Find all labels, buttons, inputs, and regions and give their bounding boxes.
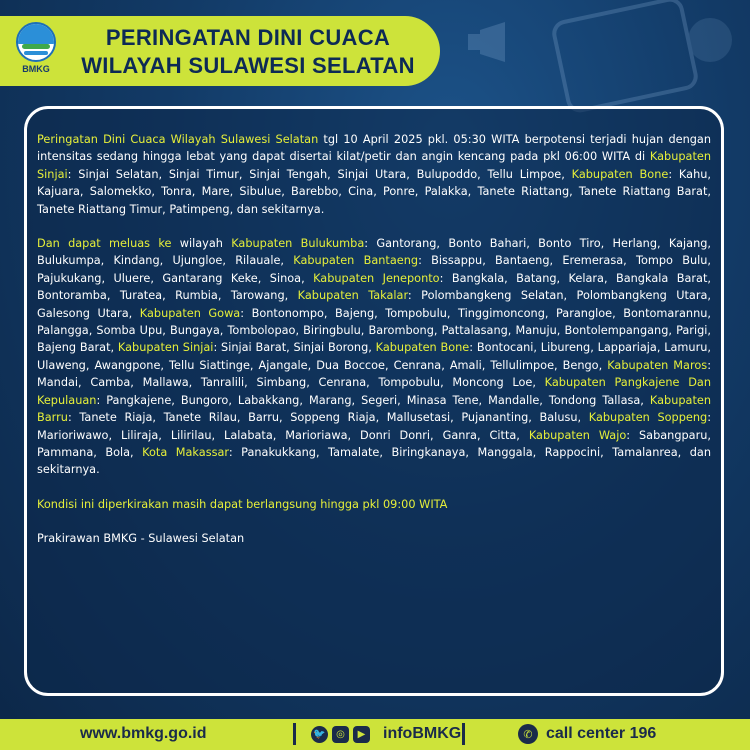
youtube-icon[interactable]: ▶ <box>353 726 370 743</box>
region-highlight: Kabupaten Bone <box>571 167 669 181</box>
region-highlight: Kabupaten Soppeng <box>588 411 708 425</box>
bulletin-text: : Polombangkeng Selatan, Polombangkeng Utara, Galesong Utara, <box>37 289 711 320</box>
footer-bar <box>0 719 750 750</box>
region-highlight: Kabupaten Bantaeng <box>293 254 419 268</box>
footer-divider <box>462 723 465 745</box>
region-highlight: Kabupaten Takalar <box>297 289 408 303</box>
social-handle[interactable]: infoBMKG <box>383 725 462 742</box>
title-line-2: WILAYAH SULAWESI SELATAN <box>81 53 415 78</box>
bulletin-text: : Marioriwawo, Liliraja, Lilirilau, Lalabata, Marioriawa, Donri Donri, Ganra, Citta, <box>37 411 711 442</box>
bulletin-text: : Bissappu, Bantaeng, Eremerasa, Tompo Bulu, Pajukukang, Uluere, Gantarang Keke, Sinoa, <box>37 254 711 285</box>
bmkg-emblem-icon <box>16 22 56 62</box>
bulletin-text: : Panakukkang, Tamalate, Biringkanaya, Manggala, Rappocini, Tamalanrea, dan sekitarnya. <box>37 445 711 477</box>
region-highlight: Kota Makassar <box>142 445 229 459</box>
bulletin-text: : Sinjai Selatan, Sinjai Timur, Sinjai Tengah, Sinjai Utara, Bulupoddo, Tellu Limpoe, <box>67 167 572 181</box>
call-center[interactable]: call center 196 <box>546 725 657 742</box>
region-highlight: Kabupaten Maros <box>607 358 708 372</box>
title-line-1: PERINGATAN DINI CUACA <box>105 25 391 50</box>
region-highlight: Kabupaten Pangkajene Dan Kepulauan <box>37 376 711 407</box>
bulletin-text: : Bontocani, Libureng, Lappariaja, Lamuru, Ulaweng, Awangpone, Tellu Siattinge, Ajangale, Dua Boccoe, Cenrana, Amali, Tellulimpoe, Bengo, <box>37 341 711 372</box>
region-highlight: Dan dapat meluas ke <box>37 237 172 251</box>
bulletin-text: : Bangkala, Batang, Kelara, Bangkala Barat, Bontoramba, Turatea, Rumbia, Tarowang, <box>37 271 711 303</box>
forecaster-signature: Prakirawan BMKG - Sulawesi Selatan <box>37 532 245 546</box>
whatsapp-icon[interactable]: ✆ <box>518 724 538 744</box>
region-highlight: Kabupaten Jeneponto <box>313 271 440 285</box>
bulletin-panel <box>24 106 724 696</box>
bulletin-text: : Bontonompo, Bajeng, Tompobulu, Tinggimoncong, Parangloe, Bontomarannu, Palangga, Somba Upu, Bungaya, Tombolopao, Biringbulu, Barombong, Pattalasang, Manuju, Bontolempangang, Parigi, Bajeng Barat, <box>37 306 711 355</box>
bulletin-text: : Pangkajene, Bungoro, Labakkang, Marang, Segeri, Minasa Tene, Mandalle, Tondong Tallasa, <box>96 393 650 407</box>
region-highlight: Peringatan Dini Cuaca Wilayah Sulawesi Selatan <box>37 133 319 146</box>
bulletin-text: : Mandai, Camba, Mallawa, Tanralili, Simbang, Cenrana, Tompobulu, Moncong Loe, <box>37 358 711 390</box>
page-title <box>68 24 428 80</box>
social-icons <box>311 726 370 743</box>
bulletin-text: : Tanete Riaja, Tanete Rilau, Barru, Soppeng Riaja, Mallusetasi, Pujananting, Balusu, <box>67 411 589 425</box>
region-highlight: Kabupaten Bulukumba <box>231 237 365 251</box>
logo-label: BMKG <box>22 64 50 74</box>
bulletin-text: : Sinjai Barat, Sinjai Borong, <box>213 341 376 355</box>
footer-divider <box>293 723 296 745</box>
warning-paragraph <box>37 131 711 218</box>
region-highlight: Kabupaten Gowa <box>139 306 241 320</box>
bmkg-logo <box>12 22 60 82</box>
bulletin-text: : Gantorang, Bonto Bahari, Bonto Tiro, Herlang, Kajang, Bulukumpa, Kindang, Ujungloe, Rilauale, <box>37 237 711 268</box>
expansion-paragraph <box>37 235 711 479</box>
background-decoration <box>420 0 750 120</box>
region-highlight: Kabupaten Barru <box>37 393 711 425</box>
duration-note: Kondisi ini diperkirakan masih dapat berlangsung hingga pkl 09:00 WITA <box>37 497 448 511</box>
bulletin-text: tgl 10 April 2025 pkl. 05:30 WITA berpotensi terjadi hujan dengan intensitas sedang hingga lebat yang dapat disertai kilat/petir dan angin kencang pada pkl 06:00 WITA di <box>37 133 711 164</box>
region-highlight: Kabupaten Sinjai <box>37 150 711 181</box>
region-highlight: Kabupaten Bone <box>375 341 470 355</box>
bulletin-text: : Sabangparu, Pammana, Bola, <box>37 428 712 459</box>
region-highlight: Kabupaten Sinjai <box>117 341 214 355</box>
bulletin-text: : Kahu, Kajuara, Salomekko, Tonra, Mare, Sibulue, Barebbo, Cina, Ponre, Palakka, Tanete Riattang, Tanete Riattang Barat, Tanete Riattang Timur, Patimpeng, dan sekitarnya. <box>37 167 711 216</box>
region-highlight: Kabupaten Wajo <box>528 428 627 442</box>
website-link[interactable]: www.bmkg.go.id <box>80 725 207 742</box>
instagram-icon[interactable]: ◎ <box>332 726 349 743</box>
twitter-icon[interactable]: 🐦 <box>311 726 328 743</box>
bulletin-text: wilayah <box>171 237 232 251</box>
